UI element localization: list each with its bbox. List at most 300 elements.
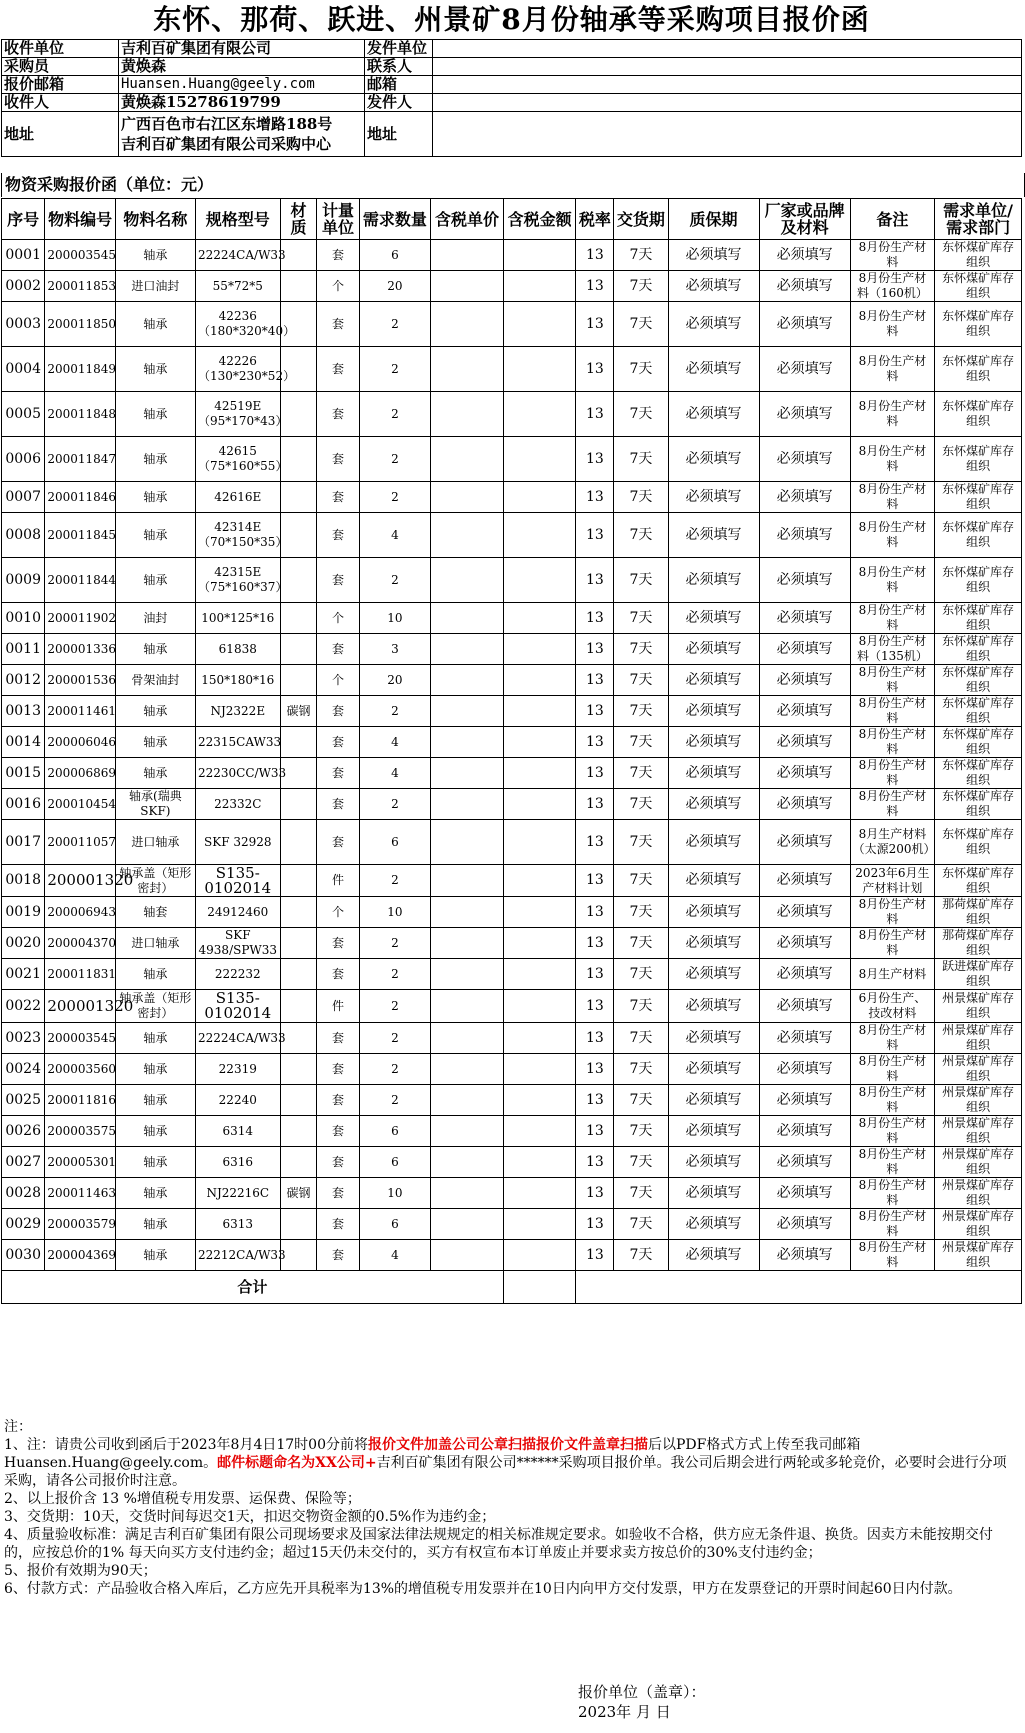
cell-remark: 8月份生产材料（135机） bbox=[850, 634, 935, 665]
cell-demand-dept: 东怀煤矿库存组织 bbox=[935, 758, 1022, 789]
cell-material-name: 轴承(瑞典SKF) bbox=[115, 789, 195, 820]
cell-amount[interactable] bbox=[503, 634, 576, 665]
cell-brand[interactable]: 必须填写 bbox=[759, 603, 850, 634]
sender-unit-field[interactable] bbox=[433, 40, 1022, 58]
cell-amount[interactable] bbox=[503, 392, 576, 437]
cell-amount[interactable] bbox=[503, 482, 576, 513]
cell-delivery: 7天 bbox=[614, 758, 668, 789]
cell-delivery: 7天 bbox=[614, 347, 668, 392]
cell-tax-rate: 13 bbox=[576, 959, 614, 990]
cell-seq: 0015 bbox=[2, 758, 45, 789]
cell-material-code: 200011816 bbox=[45, 1085, 115, 1116]
cell-amount[interactable] bbox=[503, 959, 576, 990]
cell-brand[interactable]: 必须填写 bbox=[759, 271, 850, 302]
cell-material-name: 轴承 bbox=[115, 302, 195, 347]
cell-unit-price[interactable] bbox=[431, 558, 504, 603]
cell-amount[interactable] bbox=[503, 1147, 576, 1178]
note-2: 2、以上报价含 13 %增值税专用发票、运保费、保险等； bbox=[4, 1491, 361, 1507]
contact-label: 联系人 bbox=[365, 58, 433, 76]
cell-amount[interactable] bbox=[503, 789, 576, 820]
cell-warranty[interactable]: 必须填写 bbox=[668, 758, 759, 789]
cell-spec: 24912460 bbox=[196, 897, 281, 928]
cell-unit: 套 bbox=[317, 1054, 359, 1085]
cell-unit-price[interactable] bbox=[431, 897, 504, 928]
cell-brand[interactable]: 必须填写 bbox=[759, 758, 850, 789]
cell-material-code: 200001320 bbox=[45, 990, 115, 1023]
cell-unit-price[interactable] bbox=[431, 603, 504, 634]
cell-amount[interactable] bbox=[503, 1209, 576, 1240]
cell-material bbox=[280, 897, 317, 928]
cell-remark: 8月份生产材料 bbox=[850, 1178, 935, 1209]
cell-unit-price[interactable] bbox=[431, 1116, 504, 1147]
header-unit-price: 含税单价 bbox=[431, 199, 504, 240]
cell-material-name: 轴承 bbox=[115, 482, 195, 513]
cell-amount[interactable] bbox=[503, 1054, 576, 1085]
cell-material-code: 200003575 bbox=[45, 1116, 115, 1147]
table-row bbox=[2, 727, 1022, 758]
cell-material-code: 200011057 bbox=[45, 820, 115, 865]
cell-brand[interactable]: 必须填写 bbox=[759, 347, 850, 392]
cell-material-name: 轴承 bbox=[115, 558, 195, 603]
cell-unit: 套 bbox=[317, 347, 359, 392]
cell-unit: 套 bbox=[317, 1147, 359, 1178]
cell-remark: 8月份生产材料 bbox=[850, 1240, 935, 1271]
cell-material-code: 200003545 bbox=[45, 1023, 115, 1054]
cell-qty: 2 bbox=[359, 928, 431, 959]
cell-delivery: 7天 bbox=[614, 990, 668, 1023]
cell-tax-rate: 13 bbox=[576, 634, 614, 665]
cell-seq: 0022 bbox=[2, 990, 45, 1023]
cell-seq: 0017 bbox=[2, 820, 45, 865]
cell-spec: S135-0102014 bbox=[196, 865, 281, 897]
cell-unit-price[interactable] bbox=[431, 758, 504, 789]
cell-amount[interactable] bbox=[503, 437, 576, 482]
cell-warranty[interactable]: 必须填写 bbox=[668, 1209, 759, 1240]
cell-qty: 2 bbox=[359, 1085, 431, 1116]
cell-unit-price[interactable] bbox=[431, 1147, 504, 1178]
cell-demand-dept: 东怀煤矿库存组织 bbox=[935, 789, 1022, 820]
cell-unit-price[interactable] bbox=[431, 437, 504, 482]
cell-remark: 8月份生产材料 bbox=[850, 758, 935, 789]
cell-qty: 2 bbox=[359, 302, 431, 347]
cell-brand[interactable]: 必须填写 bbox=[759, 897, 850, 928]
cell-warranty[interactable]: 必须填写 bbox=[668, 789, 759, 820]
table-header-row bbox=[2, 199, 1022, 240]
cell-material bbox=[280, 928, 317, 959]
recipient-label: 收件人 bbox=[2, 94, 119, 112]
cell-warranty[interactable]: 必须填写 bbox=[668, 990, 759, 1023]
cell-unit-price[interactable] bbox=[431, 727, 504, 758]
cell-amount[interactable] bbox=[503, 347, 576, 392]
cell-brand[interactable]: 必须填写 bbox=[759, 1147, 850, 1178]
mailbox-field[interactable] bbox=[433, 76, 1022, 94]
cell-warranty[interactable]: 必须填写 bbox=[668, 928, 759, 959]
header-brand: 厂家或品牌及材料 bbox=[759, 199, 850, 240]
table-row bbox=[2, 437, 1022, 482]
cell-material bbox=[280, 482, 317, 513]
cell-material-name: 轴承 bbox=[115, 240, 195, 271]
cell-amount[interactable] bbox=[503, 558, 576, 603]
cell-brand[interactable]: 必须填写 bbox=[759, 513, 850, 558]
cell-demand-dept: 东怀煤矿库存组织 bbox=[935, 727, 1022, 758]
cell-warranty[interactable]: 必须填写 bbox=[668, 1054, 759, 1085]
cell-material-name: 进口油封 bbox=[115, 271, 195, 302]
total-label: 合计 bbox=[2, 1271, 504, 1304]
cell-seq: 0023 bbox=[2, 1023, 45, 1054]
cell-warranty[interactable]: 必须填写 bbox=[668, 437, 759, 482]
total-row bbox=[2, 1271, 1022, 1304]
cell-tax-rate: 13 bbox=[576, 897, 614, 928]
table-row bbox=[2, 1147, 1022, 1178]
header-amount: 含税金额 bbox=[503, 199, 576, 240]
cell-amount[interactable] bbox=[503, 603, 576, 634]
cell-demand-dept: 东怀煤矿库存组织 bbox=[935, 347, 1022, 392]
cell-unit: 套 bbox=[317, 1085, 359, 1116]
address2-field[interactable] bbox=[433, 112, 1022, 157]
cell-warranty[interactable]: 必须填写 bbox=[668, 820, 759, 865]
cell-tax-rate: 13 bbox=[576, 603, 614, 634]
cell-delivery: 7天 bbox=[614, 820, 668, 865]
cell-unit-price[interactable] bbox=[431, 1085, 504, 1116]
cell-brand[interactable]: 必须填写 bbox=[759, 1240, 850, 1271]
table-row bbox=[2, 634, 1022, 665]
cell-amount[interactable] bbox=[503, 758, 576, 789]
cell-unit-price[interactable] bbox=[431, 665, 504, 696]
cell-material-code: 200004369 bbox=[45, 1240, 115, 1271]
cell-material-name: 轴承 bbox=[115, 513, 195, 558]
cell-material-code: 200001320 bbox=[45, 865, 115, 897]
address-line-1: 广西百色市右江区东增路188号 bbox=[121, 115, 333, 133]
cell-demand-dept: 东怀煤矿库存组织 bbox=[935, 820, 1022, 865]
cell-spec: 42226（130*230*52） bbox=[196, 347, 281, 392]
cell-amount[interactable] bbox=[503, 1085, 576, 1116]
cell-delivery: 7天 bbox=[614, 1023, 668, 1054]
cell-remark: 2023年6月生产材料计划 bbox=[850, 865, 935, 897]
cell-brand[interactable]: 必须填写 bbox=[759, 1085, 850, 1116]
cell-spec: 42314E（70*150*35） bbox=[196, 513, 281, 558]
cell-material-name: 轴承盖（矩形密封） bbox=[115, 990, 195, 1023]
cell-material-name: 轴承 bbox=[115, 1085, 195, 1116]
cell-warranty[interactable]: 必须填写 bbox=[668, 959, 759, 990]
cell-spec: 42519E（95*170*43） bbox=[196, 392, 281, 437]
table-row bbox=[2, 820, 1022, 865]
mailbox-label: 邮箱 bbox=[365, 76, 433, 94]
cell-qty: 2 bbox=[359, 392, 431, 437]
cell-unit-price[interactable] bbox=[431, 1054, 504, 1085]
cell-unit-price[interactable] bbox=[431, 1178, 504, 1209]
cell-unit: 套 bbox=[317, 634, 359, 665]
cell-qty: 2 bbox=[359, 959, 431, 990]
cell-unit-price[interactable] bbox=[431, 1023, 504, 1054]
cell-qty: 2 bbox=[359, 482, 431, 513]
cell-unit-price[interactable] bbox=[431, 634, 504, 665]
table-row bbox=[2, 1023, 1022, 1054]
cell-delivery: 7天 bbox=[614, 634, 668, 665]
cell-warranty[interactable]: 必须填写 bbox=[668, 696, 759, 727]
cell-amount[interactable] bbox=[503, 271, 576, 302]
cell-brand[interactable]: 必须填写 bbox=[759, 665, 850, 696]
cell-demand-dept: 东怀煤矿库存组织 bbox=[935, 558, 1022, 603]
cell-unit: 个 bbox=[317, 603, 359, 634]
cell-tax-rate: 13 bbox=[576, 558, 614, 603]
cell-unit: 套 bbox=[317, 513, 359, 558]
cell-spec: S135-0102014 bbox=[196, 990, 281, 1023]
cell-brand[interactable]: 必须填写 bbox=[759, 865, 850, 897]
cell-remark: 8月份生产材料 bbox=[850, 1147, 935, 1178]
cell-brand[interactable]: 必须填写 bbox=[759, 990, 850, 1023]
cell-brand[interactable]: 必须填写 bbox=[759, 1116, 850, 1147]
cell-delivery: 7天 bbox=[614, 302, 668, 347]
cell-unit-price[interactable] bbox=[431, 928, 504, 959]
cell-unit: 套 bbox=[317, 437, 359, 482]
cell-demand-dept: 东怀煤矿库存组织 bbox=[935, 634, 1022, 665]
header-unit: 计量单位 bbox=[317, 199, 359, 240]
cell-unit-price[interactable] bbox=[431, 302, 504, 347]
cell-warranty[interactable]: 必须填写 bbox=[668, 302, 759, 347]
cell-amount[interactable] bbox=[503, 1023, 576, 1054]
cell-material-name: 轴承 bbox=[115, 696, 195, 727]
header-material: 材质 bbox=[280, 199, 317, 240]
address[interactable] bbox=[119, 112, 365, 157]
header-delivery: 交货期 bbox=[614, 199, 668, 240]
cell-brand[interactable]: 必须填写 bbox=[759, 727, 850, 758]
cell-material bbox=[280, 959, 317, 990]
cell-warranty[interactable]: 必须填写 bbox=[668, 1085, 759, 1116]
cell-material-code: 200011831 bbox=[45, 959, 115, 990]
cell-unit-price[interactable] bbox=[431, 1240, 504, 1271]
header-demand-dept: 需求单位/需求部门 bbox=[935, 199, 1022, 240]
cell-brand[interactable]: 必须填写 bbox=[759, 558, 850, 603]
cell-warranty[interactable]: 必须填写 bbox=[668, 271, 759, 302]
buyer[interactable]: 黄焕森 bbox=[119, 58, 365, 76]
cell-warranty[interactable]: 必须填写 bbox=[668, 347, 759, 392]
cell-warranty[interactable]: 必须填写 bbox=[668, 558, 759, 603]
page-title: 东怀、那荷、跃进、州景矿8月份轴承等采购项目报价函 bbox=[153, 3, 870, 36]
cell-material-name: 轴承 bbox=[115, 1116, 195, 1147]
cell-remark: 8月份生产材料（160机） bbox=[850, 271, 935, 302]
cell-brand[interactable]: 必须填写 bbox=[759, 302, 850, 347]
cell-unit: 套 bbox=[317, 302, 359, 347]
cell-amount[interactable] bbox=[503, 990, 576, 1023]
cell-unit-price[interactable] bbox=[431, 392, 504, 437]
cell-amount[interactable] bbox=[503, 1240, 576, 1271]
cell-delivery: 7天 bbox=[614, 1054, 668, 1085]
cell-unit: 个 bbox=[317, 897, 359, 928]
cell-warranty[interactable]: 必须填写 bbox=[668, 865, 759, 897]
cell-remark: 8月份生产材料 bbox=[850, 603, 935, 634]
cell-remark: 8月份生产材料 bbox=[850, 302, 935, 347]
cell-spec: SKF 32928 bbox=[196, 820, 281, 865]
cell-material-name: 轴承 bbox=[115, 392, 195, 437]
cell-tax-rate: 13 bbox=[576, 1147, 614, 1178]
receiver-unit[interactable]: 吉利百矿集团有限公司 bbox=[119, 40, 365, 58]
cell-spec: 22315CAW33 bbox=[196, 727, 281, 758]
cell-demand-dept: 东怀煤矿库存组织 bbox=[935, 513, 1022, 558]
cell-remark: 8月份生产材料 bbox=[850, 897, 935, 928]
cell-tax-rate: 13 bbox=[576, 1240, 614, 1271]
cell-unit: 套 bbox=[317, 1178, 359, 1209]
cell-brand[interactable]: 必须填写 bbox=[759, 482, 850, 513]
header-qty: 需求数量 bbox=[359, 199, 431, 240]
receiver-unit-label: 收件单位 bbox=[2, 40, 119, 58]
cell-material-code: 200001336 bbox=[45, 634, 115, 665]
cell-delivery: 7天 bbox=[614, 1178, 668, 1209]
cell-amount[interactable] bbox=[503, 1116, 576, 1147]
cell-amount[interactable] bbox=[503, 665, 576, 696]
cell-remark: 8月份生产材料 bbox=[850, 1116, 935, 1147]
cell-seq: 0021 bbox=[2, 959, 45, 990]
cell-brand[interactable]: 必须填写 bbox=[759, 959, 850, 990]
cell-unit-price[interactable] bbox=[431, 990, 504, 1023]
cell-unit-price[interactable] bbox=[431, 347, 504, 392]
cell-remark: 8月份生产材料 bbox=[850, 1023, 935, 1054]
cell-unit-price[interactable] bbox=[431, 482, 504, 513]
total-blank bbox=[576, 1271, 1022, 1304]
cell-demand-dept: 东怀煤矿库存组织 bbox=[935, 240, 1022, 271]
cell-warranty[interactable]: 必须填写 bbox=[668, 665, 759, 696]
cell-warranty[interactable]: 必须填写 bbox=[668, 482, 759, 513]
cell-remark: 8月份生产材料 bbox=[850, 665, 935, 696]
cell-tax-rate: 13 bbox=[576, 437, 614, 482]
header-remark: 备注 bbox=[850, 199, 935, 240]
cell-demand-dept: 州景煤矿库存组织 bbox=[935, 990, 1022, 1023]
header-material-name: 物料名称 bbox=[115, 199, 195, 240]
cell-warranty[interactable]: 必须填写 bbox=[668, 392, 759, 437]
cell-material-name: 轴承 bbox=[115, 1023, 195, 1054]
cell-brand[interactable]: 必须填写 bbox=[759, 820, 850, 865]
table-row bbox=[2, 1054, 1022, 1085]
cell-material bbox=[280, 603, 317, 634]
cell-amount[interactable] bbox=[503, 897, 576, 928]
cell-remark: 8月份生产材料 bbox=[850, 696, 935, 727]
cell-material-name: 轴承 bbox=[115, 1209, 195, 1240]
cell-amount[interactable] bbox=[503, 1178, 576, 1209]
cell-delivery: 7天 bbox=[614, 603, 668, 634]
cell-unit-price[interactable] bbox=[431, 959, 504, 990]
cell-warranty[interactable]: 必须填写 bbox=[668, 1116, 759, 1147]
table-row bbox=[2, 1209, 1022, 1240]
cell-warranty[interactable]: 必须填写 bbox=[668, 513, 759, 558]
cell-demand-dept: 州景煤矿库存组织 bbox=[935, 1209, 1022, 1240]
email[interactable]: Huansen.Huang@geely.com bbox=[119, 76, 365, 94]
cell-spec: 22224CA/W33 bbox=[196, 240, 281, 271]
cell-unit-price[interactable] bbox=[431, 513, 504, 558]
cell-unit-price[interactable] bbox=[431, 271, 504, 302]
contact-field[interactable] bbox=[433, 58, 1022, 76]
cell-warranty[interactable]: 必须填写 bbox=[668, 727, 759, 758]
cell-material-name: 轴承盖（矩形密封） bbox=[115, 865, 195, 897]
total-amount[interactable] bbox=[503, 1271, 576, 1304]
cell-warranty[interactable]: 必须填写 bbox=[668, 1178, 759, 1209]
cell-delivery: 7天 bbox=[614, 1209, 668, 1240]
cell-material-code: 200003560 bbox=[45, 1054, 115, 1085]
header-info-table bbox=[1, 39, 1022, 157]
cell-unit: 件 bbox=[317, 990, 359, 1023]
cell-warranty[interactable]: 必须填写 bbox=[668, 897, 759, 928]
cell-unit-price[interactable] bbox=[431, 789, 504, 820]
cell-unit-price[interactable] bbox=[431, 696, 504, 727]
cell-spec: 42615（75*160*55） bbox=[196, 437, 281, 482]
cell-material-code: 200011849 bbox=[45, 347, 115, 392]
address-line-2: 吉利百矿集团有限公司采购中心 bbox=[121, 135, 332, 153]
cell-material-code: 200011853 bbox=[45, 271, 115, 302]
cell-delivery: 7天 bbox=[614, 727, 668, 758]
cell-spec: 222232 bbox=[196, 959, 281, 990]
cell-brand[interactable]: 必须填写 bbox=[759, 634, 850, 665]
cell-remark: 8月份生产材料 bbox=[850, 1209, 935, 1240]
cell-unit-price[interactable] bbox=[431, 1209, 504, 1240]
cell-amount[interactable] bbox=[503, 865, 576, 897]
cell-brand[interactable]: 必须填写 bbox=[759, 437, 850, 482]
note-4: 4、质量验收标准：满足吉利百矿集团有限公司现场要求及国家法律法规规定的相关标准规定要求。如验收不合格，供方应无条件退、换货。因卖方未能按期交付的，应按总价的1% 每天向买方支付违约金；超过15天仍未交付的，买方有权宣布本订单废止并要求卖方按总价的30%支付违约金； bbox=[4, 1527, 993, 1561]
cell-brand[interactable]: 必须填写 bbox=[759, 392, 850, 437]
cell-delivery: 7天 bbox=[614, 392, 668, 437]
table-row bbox=[2, 865, 1022, 897]
cell-material-code: 200010454 bbox=[45, 789, 115, 820]
cell-brand[interactable]: 必须填写 bbox=[759, 928, 850, 959]
cell-amount[interactable] bbox=[503, 928, 576, 959]
cell-brand[interactable]: 必须填写 bbox=[759, 1023, 850, 1054]
cell-qty: 4 bbox=[359, 758, 431, 789]
cell-tax-rate: 13 bbox=[576, 758, 614, 789]
cell-seq: 0006 bbox=[2, 437, 45, 482]
cell-spec: 61838 bbox=[196, 634, 281, 665]
cell-brand[interactable]: 必须填写 bbox=[759, 696, 850, 727]
cell-unit: 套 bbox=[317, 240, 359, 271]
cell-unit-price[interactable] bbox=[431, 865, 504, 897]
cell-warranty[interactable]: 必须填写 bbox=[668, 1023, 759, 1054]
cell-amount[interactable] bbox=[503, 696, 576, 727]
cell-amount[interactable] bbox=[503, 727, 576, 758]
cell-warranty[interactable]: 必须填写 bbox=[668, 1147, 759, 1178]
cell-brand[interactable]: 必须填写 bbox=[759, 240, 850, 271]
cell-amount[interactable] bbox=[503, 240, 576, 271]
notes-section bbox=[4, 1418, 1016, 1598]
cell-unit-price[interactable] bbox=[431, 820, 504, 865]
note-1-part-a: 1、注：请贵公司收到函后于2023年8月4日17时00分前将 bbox=[4, 1437, 368, 1453]
cell-tax-rate: 13 bbox=[576, 1054, 614, 1085]
cell-warranty[interactable]: 必须填写 bbox=[668, 634, 759, 665]
cell-tax-rate: 13 bbox=[576, 240, 614, 271]
cell-brand[interactable]: 必须填写 bbox=[759, 1209, 850, 1240]
cell-material bbox=[280, 789, 317, 820]
cell-material-name: 轴承 bbox=[115, 437, 195, 482]
table-row bbox=[2, 1240, 1022, 1271]
cell-amount[interactable] bbox=[503, 513, 576, 558]
cell-amount[interactable] bbox=[503, 820, 576, 865]
table-row bbox=[2, 665, 1022, 696]
cell-seq: 0025 bbox=[2, 1085, 45, 1116]
cell-unit-price[interactable] bbox=[431, 240, 504, 271]
cell-warranty[interactable]: 必须填写 bbox=[668, 603, 759, 634]
cell-brand[interactable]: 必须填写 bbox=[759, 1178, 850, 1209]
cell-brand[interactable]: 必须填写 bbox=[759, 1054, 850, 1085]
cell-spec: NJ2322E bbox=[196, 696, 281, 727]
cell-seq: 0020 bbox=[2, 928, 45, 959]
cell-warranty[interactable]: 必须填写 bbox=[668, 240, 759, 271]
cell-material-name: 进口轴承 bbox=[115, 928, 195, 959]
cell-amount[interactable] bbox=[503, 302, 576, 347]
sender-field[interactable] bbox=[433, 94, 1022, 112]
cell-warranty[interactable]: 必须填写 bbox=[668, 1240, 759, 1271]
cell-unit: 套 bbox=[317, 1116, 359, 1147]
cell-demand-dept: 东怀煤矿库存组织 bbox=[935, 865, 1022, 897]
cell-unit: 套 bbox=[317, 696, 359, 727]
recipient[interactable]: 黄焕森15278619799 bbox=[119, 94, 365, 112]
cell-brand[interactable]: 必须填写 bbox=[759, 789, 850, 820]
cell-tax-rate: 13 bbox=[576, 347, 614, 392]
cell-seq: 0013 bbox=[2, 696, 45, 727]
